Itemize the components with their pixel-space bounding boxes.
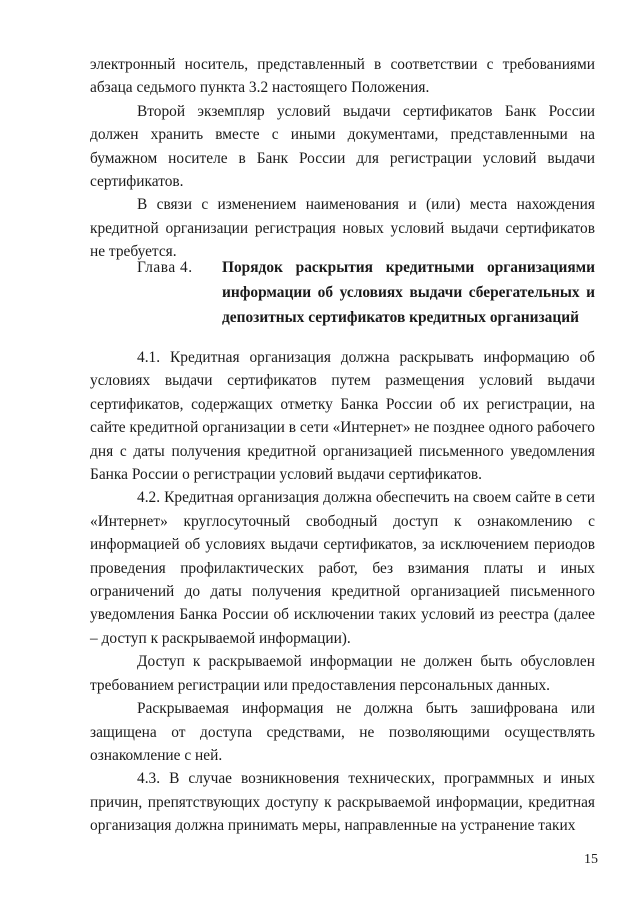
paragraph-4-3: 4.3. В случае возникновения технических, программных и иных причин, препятствующих доступу к раскрываемой информации, кредитная организация должна принимать меры, направленные на устранение таких — [90, 770, 595, 835]
chapter-label: Глава 4. — [137, 259, 193, 276]
paragraph-access-registration: Доступ к раскрываемой информации не должен быть обусловлен требованием регистрации или предоставления персональных данных. — [90, 653, 595, 694]
paragraph-4-2: 4.2. Кредитная организация должна обеспечить на своем сайте в сети «Интернет» круглосуточный свободный доступ к ознакомлению с информацией об условиях выдачи сертификатов, за исключением периодов проведения профилактических работ, без взимания платы и иных ограничений до даты получения кредитной организацией письменного уведомления Банка России об исключении таких условий из реестра (далее – доступ к раскрываемой информации). — [90, 489, 595, 647]
paragraph-second-copy: Второй экземпляр условий выдачи сертификатов Банк России должен хранить вместе с иными документами, представленными на бумажном носителе в Банк России для регистрации условий выдачи сертификатов. — [90, 102, 595, 191]
paragraph-continuation: электронный носитель, представленный в соответствии с требованиями абзаца седьмого пункта 3.2 настоящего Положения. — [90, 56, 595, 97]
intro-section — [90, 53, 595, 264]
paragraph-name-change: В связи с изменением наименования и (или) места нахождения кредитной организации регистрация новых условий выдачи сертификатов не требуется. — [90, 196, 595, 261]
page-number: 15 — [584, 852, 598, 867]
chapter-body — [90, 346, 595, 838]
chapter-title: Порядок раскрытия кредитными организациями информации об условиях выдачи сберегательных и депозитных сертификатов кредитных организаций — [222, 259, 595, 326]
paragraph-encryption: Раскрываемая информация не должна быть зашифрована или защищена от доступа средствами, не позволяющими осуществлять ознакомление с ней. — [90, 700, 595, 764]
chapter-heading — [137, 255, 595, 330]
paragraph-4-1: 4.1. Кредитная организация должна раскрывать информацию об условиях выдачи сертификатов путем размещения условий выдачи сертификатов, содержащих отметку Банка России об их регистрации, на сайте кредитной организации в сети «Интернет» не позднее одного рабочего дня с даты получения кредитной организацией письменного уведомления Банка России о регистрации условий выдачи сертификатов. — [90, 349, 595, 484]
